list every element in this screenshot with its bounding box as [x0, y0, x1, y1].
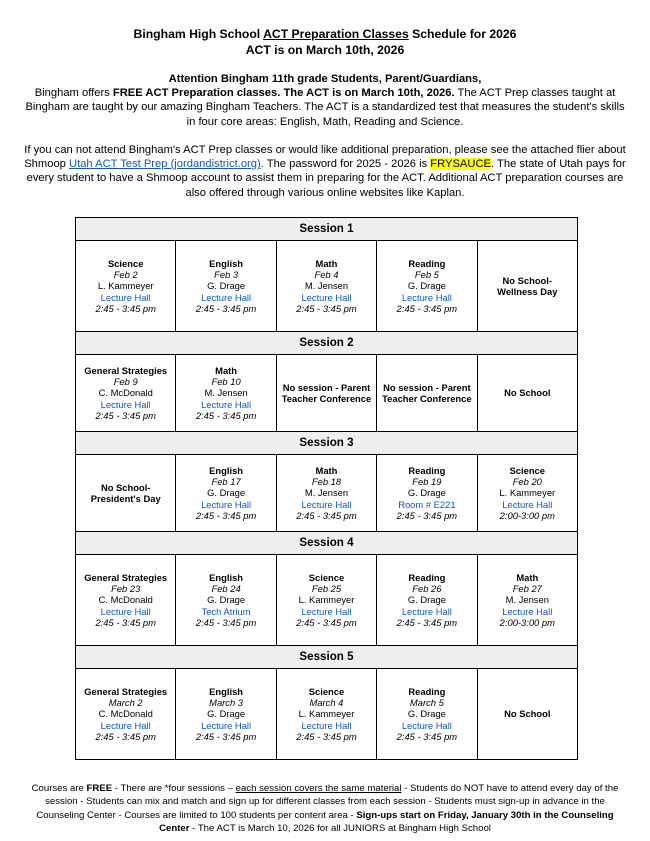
- class-teacher: L. Kammeyer: [97, 280, 154, 292]
- shmoop-paragraph: If you can not attend Bingham's ACT Prep classes or would like additional preparation, please see the attached flier about Shmoop Utah ACT Test Prep (jordandistrict.org). The password for 2025 - 2026 is FRYSAUCE. The state of Utah pays for every student to have a Shmoop account to assist them in preparing for the ACT. Additional ACT preparation courses are also offered through various online websites like Kaplan.: [24, 144, 626, 199]
- class-room: Lecture Hall: [301, 291, 352, 303]
- class-cell: [76, 455, 176, 532]
- session-row: [76, 669, 578, 760]
- session-row: [76, 455, 578, 532]
- class-cell: [276, 355, 376, 432]
- class-date: Feb 19: [412, 476, 442, 488]
- class-cell: [276, 669, 376, 760]
- class-cell: [76, 241, 176, 332]
- class-teacher: G. Drage: [207, 487, 246, 499]
- class-subject: English: [209, 572, 244, 584]
- class-time: 2:45 - 3:45 pm: [195, 616, 257, 628]
- class-subject: Science: [308, 686, 345, 698]
- class-subject: General Strategies: [84, 365, 168, 377]
- class-time: 2:00-3:00 pm: [499, 616, 555, 628]
- class-cell: [176, 669, 276, 760]
- class-cell: [176, 355, 276, 432]
- class-subject: English: [209, 258, 244, 270]
- class-time: 2:45 - 3:45 pm: [296, 616, 357, 628]
- class-time: 2:45 - 3:45 pm: [396, 730, 458, 742]
- class-time: 2:45 - 3:45 pm: [95, 730, 156, 742]
- class-cell: [377, 669, 477, 760]
- class-subject: Science: [107, 258, 144, 270]
- session-label: Session 4: [76, 532, 578, 555]
- document-title: Bingham High School ACT Preparation Classes Schedule for 2026: [133, 27, 517, 41]
- class-cell: [377, 355, 477, 432]
- class-cell: [76, 355, 176, 432]
- class-subject: Reading: [408, 465, 446, 477]
- shmoop-link[interactable]: Utah ACT Test Prep (jordandistrict.org): [69, 158, 261, 171]
- title-underlined: ACT Preparation Classes: [263, 27, 409, 41]
- class-cell: [377, 455, 477, 532]
- no-class-note: No School- President's Day: [90, 481, 161, 504]
- class-date: Feb 23: [111, 583, 141, 595]
- class-date: Feb 25: [311, 583, 342, 595]
- class-teacher: M. Jensen: [505, 594, 549, 606]
- class-cell: [377, 241, 477, 332]
- class-teacher: G. Drage: [407, 708, 446, 720]
- class-time: 2:45 - 3:45 pm: [296, 302, 357, 314]
- class-cell: [276, 241, 376, 332]
- class-subject: Reading: [408, 258, 446, 270]
- footer-notes: Courses are FREE - There are *four sessions – each session covers the same material - Students do NOT have to attend every day of the session - Students can mix and match and sign up for different classes from each session - Students must sign-up in advance in the Counseling Center - Courses are limited to 100 students per content area - Sign-ups start on Friday, January 30th in the Counseling Center - The ACT is March 10, 2026 for all JUNIORS at Bingham High School: [31, 783, 619, 835]
- class-cell: [76, 555, 176, 646]
- class-date: Feb 18: [311, 476, 342, 488]
- schedule-table: [75, 217, 578, 760]
- class-time: 2:45 - 3:45 pm: [396, 616, 458, 628]
- class-subject: Math: [315, 465, 338, 477]
- no-class-note: No School- Wellness Day: [497, 274, 558, 297]
- class-date: Feb 2: [113, 269, 138, 281]
- class-date: March 3: [209, 697, 244, 709]
- no-class-note: No School: [504, 708, 551, 720]
- class-date: Feb 4: [314, 269, 339, 281]
- document-subtitle: ACT is on March 10th, 2026: [245, 43, 405, 57]
- session-label: Session 1: [76, 218, 578, 241]
- session-label: Session 2: [76, 332, 578, 355]
- class-teacher: M. Jensen: [304, 280, 349, 292]
- class-time: 2:45 - 3:45 pm: [296, 730, 357, 742]
- no-class-note: No School: [504, 387, 551, 399]
- class-teacher: G. Drage: [207, 594, 246, 606]
- class-teacher: L. Kammeyer: [298, 594, 355, 606]
- class-teacher: G. Drage: [407, 280, 446, 292]
- class-teacher: C. McDonald: [98, 387, 153, 399]
- password-highlight: FRYSAUCE: [430, 158, 492, 171]
- class-time: 2:45 - 3:45 pm: [296, 509, 357, 521]
- class-teacher: C. McDonald: [98, 594, 153, 606]
- class-room: Lecture Hall: [502, 498, 553, 510]
- class-date: Feb 26: [412, 583, 442, 595]
- class-room: Lecture Hall: [100, 605, 151, 617]
- session-header-row: [76, 332, 578, 355]
- session-header-row: [76, 532, 578, 555]
- class-teacher: C. McDonald: [98, 708, 153, 720]
- class-teacher: L. Kammeyer: [499, 487, 556, 499]
- class-room: Lecture Hall: [401, 719, 452, 731]
- class-time: 2:45 - 3:45 pm: [195, 509, 257, 521]
- class-subject: General Strategies: [84, 686, 168, 698]
- class-cell: [477, 355, 577, 432]
- class-teacher: G. Drage: [207, 708, 246, 720]
- class-cell: [276, 555, 376, 646]
- class-room: Lecture Hall: [201, 719, 252, 731]
- class-teacher: G. Drage: [207, 280, 246, 292]
- class-subject: English: [209, 686, 244, 698]
- class-teacher: L. Kammeyer: [298, 708, 355, 720]
- class-room: Lecture Hall: [201, 498, 252, 510]
- session-row: [76, 355, 578, 432]
- class-cell: [176, 241, 276, 332]
- class-room: Lecture Hall: [100, 398, 151, 410]
- class-date: Feb 17: [211, 476, 241, 488]
- class-room: Lecture Hall: [201, 398, 252, 410]
- class-date: Feb 24: [211, 583, 241, 595]
- class-time: 2:45 - 3:45 pm: [95, 302, 156, 314]
- class-subject: Math: [215, 365, 238, 377]
- class-subject: English: [209, 465, 244, 477]
- class-subject: Science: [308, 572, 345, 584]
- no-class-note: No session - Parent Teacher Conference: [382, 381, 472, 404]
- class-cell: [477, 455, 577, 532]
- class-date: Feb 9: [113, 376, 138, 388]
- class-cell: [477, 555, 577, 646]
- class-teacher: M. Jensen: [204, 387, 248, 399]
- class-room: Lecture Hall: [100, 719, 151, 731]
- session-header-row: [76, 646, 578, 669]
- class-time: 2:45 - 3:45 pm: [95, 409, 156, 421]
- class-date: March 2: [108, 697, 143, 709]
- class-subject: Reading: [408, 686, 446, 698]
- class-cell: [477, 669, 577, 760]
- class-subject: Math: [315, 258, 338, 270]
- class-cell: [76, 669, 176, 760]
- class-room: Room # E221: [398, 498, 456, 510]
- intro-paragraph: Attention Bingham 11th grade Students, Parent/Guardians, Bingham offers FREE ACT Preparation classes. The ACT is on March 10th, 2026. The ACT Prep classes taught at Bingham are taught by our amazing Bingham Teachers. The ACT is a standardized test that measures the student's skills in four core areas: English, Math, Reading and Science.: [22, 72, 628, 129]
- class-subject: Science: [509, 465, 545, 477]
- class-time: 2:45 - 3:45 pm: [396, 509, 458, 521]
- class-date: Feb 5: [414, 269, 439, 281]
- attention-line: Attention Bingham 11th grade Students, Parent/Guardians,: [168, 73, 482, 85]
- class-room: Tech Atrium: [201, 605, 251, 617]
- session-label: Session 5: [76, 646, 578, 669]
- class-room: Lecture Hall: [301, 605, 352, 617]
- class-time: 2:00-3:00 pm: [499, 509, 555, 521]
- class-date: Feb 20: [512, 476, 542, 488]
- session-row: [76, 241, 578, 332]
- class-cell: [477, 241, 577, 332]
- class-teacher: G. Drage: [407, 487, 446, 499]
- class-cell: [276, 455, 376, 532]
- session-header-row: [76, 432, 578, 455]
- session-label: Session 3: [76, 432, 578, 455]
- class-cell: [176, 555, 276, 646]
- class-room: Lecture Hall: [100, 291, 151, 303]
- class-room: Lecture Hall: [201, 291, 252, 303]
- class-cell: [176, 455, 276, 532]
- class-teacher: M. Jensen: [304, 487, 349, 499]
- class-date: March 4: [309, 697, 344, 709]
- class-subject: Reading: [408, 572, 446, 584]
- class-teacher: G. Drage: [407, 594, 446, 606]
- class-time: 2:45 - 3:45 pm: [95, 616, 156, 628]
- class-date: March 5: [409, 697, 444, 709]
- class-time: 2:45 - 3:45 pm: [396, 302, 458, 314]
- class-date: Feb 3: [214, 269, 239, 281]
- class-room: Lecture Hall: [502, 605, 553, 617]
- session-row: [76, 555, 578, 646]
- class-time: 2:45 - 3:45 pm: [195, 730, 257, 742]
- session-header-row: [76, 218, 578, 241]
- class-cell: [377, 555, 477, 646]
- class-time: 2:45 - 3:45 pm: [195, 409, 257, 421]
- no-class-note: No session - Parent Teacher Conference: [281, 381, 372, 404]
- class-room: Lecture Hall: [401, 291, 452, 303]
- class-room: Lecture Hall: [401, 605, 452, 617]
- class-room: Lecture Hall: [301, 498, 352, 510]
- class-subject: Math: [516, 572, 539, 584]
- class-subject: General Strategies: [84, 572, 168, 584]
- class-date: Feb 10: [211, 376, 241, 388]
- class-date: Feb 27: [512, 583, 542, 595]
- class-room: Lecture Hall: [301, 719, 352, 731]
- class-time: 2:45 - 3:45 pm: [195, 302, 257, 314]
